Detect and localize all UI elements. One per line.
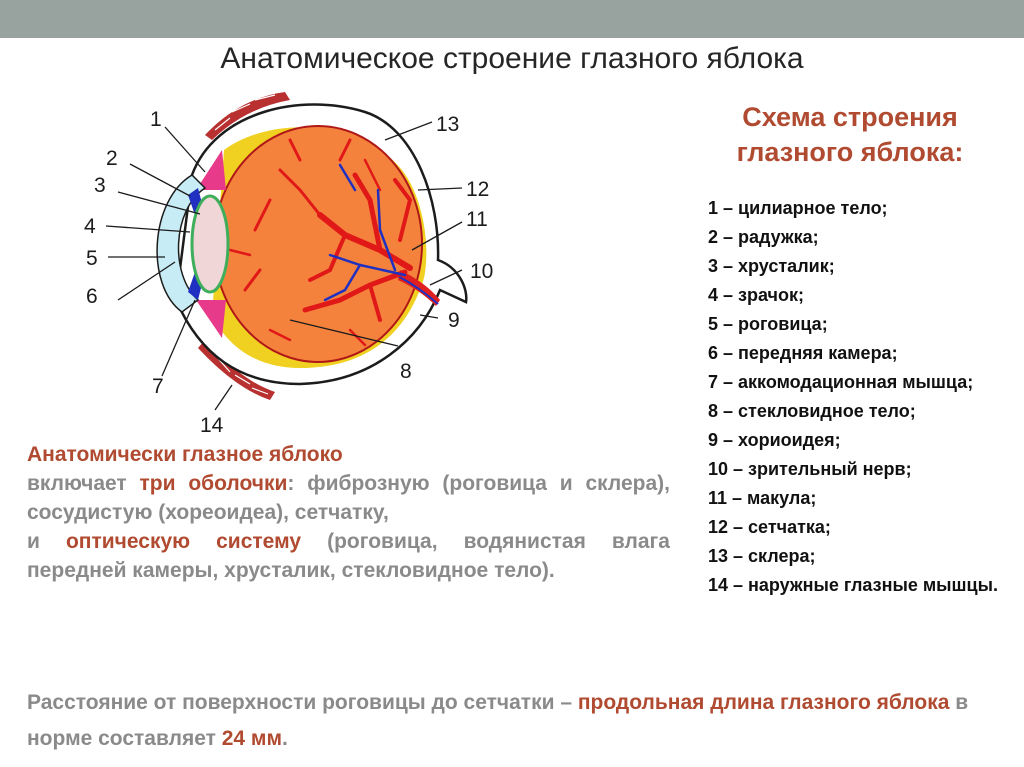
label-12: 12 [466,178,490,201]
label-14: 14 [200,414,224,435]
label-13: 13 [436,113,460,136]
label-1: 1 [150,108,162,131]
label-7: 7 [152,375,164,398]
legend-item: 7 – аккомодационная мышца; [708,372,974,392]
description-paragraph-1 [27,469,670,527]
slide-title: Анатомическое строение глазного яблока [220,42,804,75]
highlight-axial-length: продольная длина глазного яблока [577,691,950,714]
eyeball-diagram [80,85,520,435]
legend-item: 1 – цилиарное тело; [708,198,888,218]
legend-item: 10 – зрительный нерв; [708,459,912,479]
distance-text: в норме составляет [27,691,969,750]
legend-item: 9 – хориоидея; [708,430,841,450]
legend-item: 5 – роговица; [708,314,828,334]
distance-text: Расстояние от поверхности роговицы до сетчатки – [27,691,578,714]
description-text: : фиброзную (роговица и склера), сосудистую (хореоидеа), сетчатку, [27,472,670,524]
legend-item: 8 – стекловидное тело; [708,401,916,421]
label-4: 4 [84,215,96,238]
label-5: 5 [86,247,98,270]
description-text: (роговица, водянистая влага передней камеры, хрусталик, стекловидное тело). [27,530,670,582]
label-8: 8 [400,360,412,383]
description-block [27,440,670,585]
highlight-optical-system: оптическую систему [65,530,302,553]
distance-note [27,685,987,757]
distance-text: . [282,727,288,750]
description-text: и [27,530,66,553]
label-10: 10 [470,260,494,283]
legend-item: 3 – хрусталик; [708,256,835,276]
label-9: 9 [448,309,460,332]
highlight-three-layers: три оболочки [139,472,288,495]
label-6: 6 [86,285,98,308]
legend-item: 4 – зрачок; [708,285,804,305]
label-2: 2 [106,147,118,170]
legend-item: 11 – макула; [708,488,817,508]
lens [192,196,228,292]
label-3: 3 [94,174,106,197]
legend-list [708,194,1023,600]
legend-item: 6 – передняя камера; [708,343,898,363]
label-11: 11 [466,208,488,231]
description-paragraph-2 [27,527,670,585]
legend-item: 2 – радужка; [708,227,819,247]
description-lead: Анатомически глазное яблоко [27,443,343,466]
legend-title: Схема строения глазного яблока: [736,102,964,167]
legend-item: 12 – сетчатка; [708,517,831,537]
legend-item: 14 – наружные глазные мышцы. [708,575,998,595]
description-text: включает [27,472,140,495]
legend-item: 13 – склера; [708,546,816,566]
highlight-24mm: 24 мм [221,727,282,750]
top-bar [0,0,1024,38]
